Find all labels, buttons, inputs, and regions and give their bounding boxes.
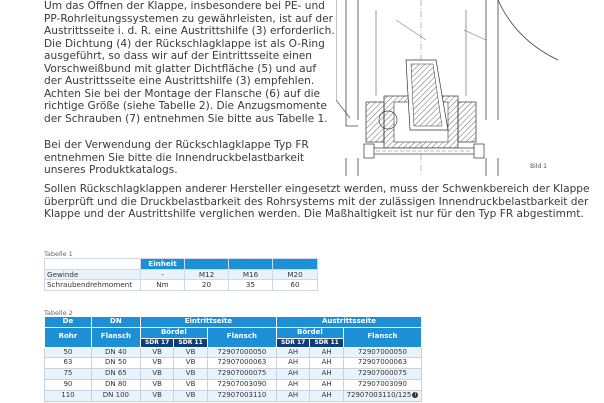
table-row	[45, 347, 422, 358]
table-cell: 72907000050	[207, 347, 276, 358]
text-line: PP-Rohrleitungssystemen zu gewährleisten, ist auf der	[44, 12, 333, 25]
table-cell: 72907000063	[343, 358, 421, 369]
table-cell: AH	[310, 347, 343, 358]
table-cell: 63	[45, 358, 92, 369]
intro-paragraph	[44, 0, 335, 125]
table-cell: 20	[185, 280, 229, 291]
other-manufacturers-paragraph	[44, 183, 590, 221]
table-cell: DN 50	[91, 358, 140, 369]
table-cell: 72907000075	[207, 369, 276, 380]
table-cell: AH	[276, 379, 309, 390]
table-header-cell	[45, 259, 141, 270]
table-header-cell: SDR 17	[276, 338, 309, 347]
table-cell: 72907000050	[343, 347, 421, 358]
table-cell: VB	[140, 347, 173, 358]
table-row	[45, 379, 422, 390]
table-cell: M20	[273, 269, 318, 280]
text-line: unseres Produktkatalogs.	[44, 164, 178, 176]
text-line: der Austrittsseite eine Austrittshilfe (3) empfehlen.	[44, 75, 315, 87]
text-line: ausgeführt, so dass wir auf der Eintrittsseite einen	[44, 50, 313, 62]
table-cell: 75	[45, 369, 92, 380]
table-row	[45, 269, 318, 280]
text-line: der Schrauben (7) entnehmen Sie bitte aus Tabelle 1.	[44, 112, 328, 125]
table-cell: DN 80	[91, 379, 140, 390]
table-cell: Schraubendrehmoment	[45, 280, 141, 291]
table-cell: DN 40	[91, 347, 140, 358]
table-cell: AH	[276, 347, 309, 358]
text-line: entnehmen Sie bitte die Innendruckbelastbarkeit	[44, 151, 305, 164]
text-line: Sollen Rückschlagklappen anderer Hersteller eingesetzt werden, muss der Schwenkbereich der Klappe	[44, 183, 590, 195]
figure-caption: Bild 1	[530, 163, 547, 170]
table-header-cell	[185, 259, 229, 270]
table-cell-with-info	[343, 390, 421, 401]
table-header-cell	[229, 259, 273, 270]
info-icon: i	[412, 392, 418, 398]
table-header-cell: SDR 11	[174, 338, 207, 347]
fr-paragraph	[44, 139, 309, 177]
table1-caption: Tabelle 1	[44, 250, 73, 258]
table-cell: 90	[45, 379, 92, 390]
table-cell: VB	[140, 358, 173, 369]
table-cell: VB	[174, 390, 207, 401]
table-cell: AH	[276, 358, 309, 369]
text-line: Achten Sie bei der Montage der Flansche (6) auf die	[44, 87, 321, 100]
table-cell: VB	[174, 358, 207, 369]
table-cell: 60	[273, 280, 318, 291]
table-cell: 72907003110	[207, 390, 276, 401]
table-cell: DN 100	[91, 390, 140, 401]
text-line: Die Dichtung (4) der Rückschlagklappe ist als O-Ring	[44, 37, 325, 50]
table-cell: AH	[310, 358, 343, 369]
table-cell: 72907003090	[207, 379, 276, 390]
table-cell: M16	[229, 269, 273, 280]
table-cell: VB	[174, 379, 207, 390]
table-cell: -	[141, 269, 185, 280]
table-cell: VB	[174, 369, 207, 380]
text-line: Vorschweißbund mit glatter Dichtfläche (5) und auf	[44, 62, 317, 75]
table-cell: AH	[310, 379, 343, 390]
table-cell: 50	[45, 347, 92, 358]
table-cell: 72907000075	[343, 369, 421, 380]
table-header-cell: De	[45, 317, 92, 328]
table-header-cell: SDR 11	[310, 338, 343, 347]
table-row	[45, 358, 422, 369]
text-line: Um das Öffnen der Klappe, insbesondere bei PE- und	[44, 0, 325, 12]
table-header-cell: Austrittsseite	[276, 317, 421, 328]
table-header-row	[45, 317, 422, 328]
table-cell: 110	[45, 390, 92, 401]
table-cell: 72907000063	[207, 358, 276, 369]
table-header-cell: DN	[91, 317, 140, 328]
text-line: Austrittsseite i. d. R. eine Austrittshilfe (3) erforderlich.	[44, 25, 335, 37]
table-cell: DN 65	[91, 369, 140, 380]
table-cell: AH	[276, 369, 309, 380]
table-cell: 72907003110/125	[346, 390, 412, 399]
table-cell: Gewinde	[45, 269, 141, 280]
text-line: überprüft und die Druckbelastbarkeit des Rohrsystems mit der zulässigen Innendruckbelastbarkeit der	[44, 195, 589, 208]
table2-caption: Tabelle 2	[44, 309, 73, 317]
table-cell: VB	[174, 347, 207, 358]
table-cell: AH	[276, 390, 309, 401]
text-line: richtige Größe (siehe Tabelle 2). Die Anzugsmomente	[44, 100, 327, 112]
table-row	[45, 280, 318, 291]
table-cell: VB	[140, 369, 173, 380]
table-cell: VB	[140, 379, 173, 390]
table-cell: AH	[310, 369, 343, 380]
table-header-cell: Einheit	[141, 259, 185, 270]
text-line: Bei der Verwendung der Rückschlagklappe Typ FR	[44, 139, 309, 151]
table-header-cell: SDR 17	[140, 338, 173, 347]
table-header-cell: Flansch	[91, 327, 140, 347]
table-header-cell: Flansch	[343, 327, 421, 347]
table-cell: AH	[310, 390, 343, 401]
table-row	[45, 390, 422, 401]
check-valve-drawing	[336, 0, 558, 176]
table-header-cell: Flansch	[207, 327, 276, 347]
table-cell: M12	[185, 269, 229, 280]
text-line: Klappe und der Austrittshilfe verglichen werden. Die Maßhaltigkeit ist nur für den Typ FR abgestimmt.	[44, 208, 584, 220]
table-cell: 72907003090	[343, 379, 421, 390]
table-header-cell: Eintrittseite	[140, 317, 276, 328]
flange-table	[44, 316, 422, 402]
table-cell: VB	[140, 390, 173, 401]
table-header-cell: Rohr	[45, 327, 92, 347]
table-cell: Nm	[141, 280, 185, 291]
table-header-cell: Bördel	[140, 327, 207, 338]
table-header-row	[45, 259, 318, 270]
table-header-row	[45, 327, 422, 338]
table-cell: 35	[229, 280, 273, 291]
torque-table	[44, 258, 318, 291]
table-header-cell: Bördel	[276, 327, 343, 338]
table-header-cell	[273, 259, 318, 270]
table-row	[45, 369, 422, 380]
